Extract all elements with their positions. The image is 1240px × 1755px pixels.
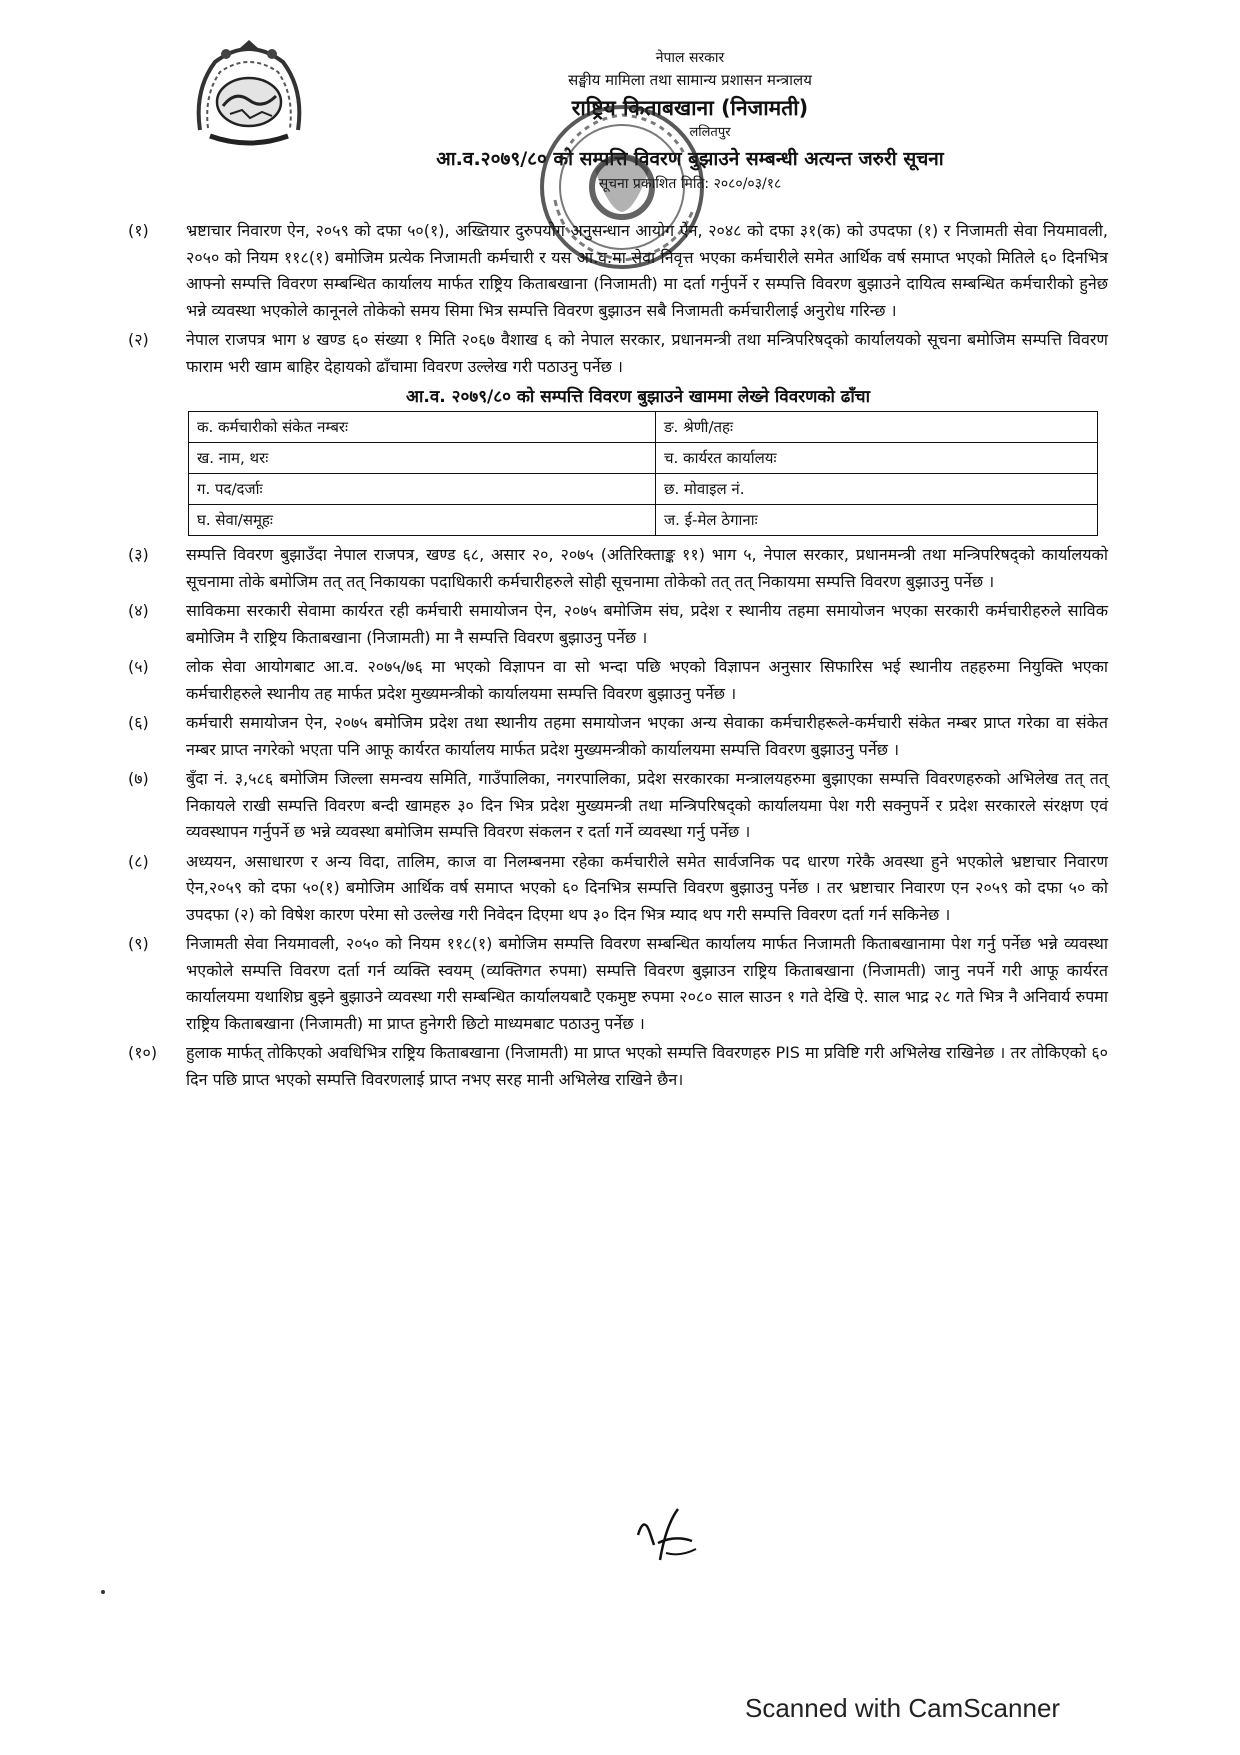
paragraph-1: (१) भ्रष्टाचार निवारण ऐन, २०५९ को दफा ५०(१), अख्तियार दुरुपयोग अनुसन्धान आयोग ऐन, २०४८ को दफा ३१(क) को उपदफा (१) र निजामती सेवा नियमावली, २०५० को नियम ११८(१) बमोजिम प्रत्येक निजामती कर्मचारी र यस आ.व.मा सेवा निवृत्त भएका कर्मचारीले समेत आर्थिक वर्ष समाप्त भएको मितिले ६० दिनभित्र आफ्नो सम्पत्ति विवरण सम्बन्धित कार्यालय मार्फत राष्ट्रिय किताबखाना (निजामती) मा दर्ता गर्नुपर्ने र सम्पत्ति विवरण बुझाउने दायित्व सम्बन्धित कर्मचारीको हुनेछ भन्ने व्यवस्था भएकोले कानूनले तोकेको समय सिमा भित्र सम्पत्ति विवरण बुझाउन सबै निजामती कर्मचारीलाई अनुरोध गरिन्छ । bbox=[128, 221, 1108, 320]
table-cell: ख. नाम, थरः bbox=[189, 443, 656, 474]
paragraph-2: (२) नेपाल राजपत्र भाग ४ खण्ड ६० संख्या १ मिति २०६७ वैशाख ६ को नेपाल सरकार, प्रधानमन्त्री तथा मन्त्रिपरिषद्को कार्यालयको सूचना बमोजिम सम्पत्ति विवरण फाराम भरी खाम बाहिर देहायको ढाँचामा विवरण उल्लेख गरी पठाउनु पर्नेछ । bbox=[128, 330, 1108, 376]
table-row bbox=[189, 412, 1098, 443]
table-row bbox=[189, 505, 1098, 536]
notice-body bbox=[128, 218, 1108, 1096]
ministry-name: सङ्घीय मामिला तथा सामान्य प्रशासन मन्त्रालय bbox=[568, 71, 812, 89]
paragraph-4: (४) साविकमा सरकारी सेवामा कार्यरत रही कर्मचारी समायोजन ऐन, २०७५ बमोजिम संघ, प्रदेश र स्थानीय तहमा समायोजन भएका सरकारी कर्मचारीहरुले साविक बमोजिम नै राष्ट्रिय किताबखाना (निजामती) मा नै सम्पत्ति विवरण बुझाउनु पर्नेछ । bbox=[128, 601, 1108, 647]
notice-date: सूचना प्रकाशित मिति: २०८०/०३/१८ bbox=[598, 176, 782, 192]
paragraph-9: (९) निजामती सेवा नियमावली, २०५० को नियम ११८(१) बमोजिम सम्पत्ति विवरण सम्बन्धित कार्यालय मार्फत निजामती किताबखानामा पेश गर्नु पर्नेछ भन्ने व्यवस्था भएकोले सम्पत्ति विवरण दर्ता गर्न व्यक्ति स्वयम् (व्यक्तिगत रुपमा) सम्पत्ति विवरण बुझाउन राष्ट्रिय किताबखाना (निजामती) जानु नपर्ने गरी आफू कार्यरत कार्यालयमा यथाशिघ्र बुझ्ने बुझाउने व्यवस्था गरी सम्बन्धित कार्यालयबाटै एकमुष्ट रुपमा २०८० साल साउन १ गते देखि ऐ. साल भाद्र २८ गते भित्र नै अनिवार्य रुपमा राष्ट्रिय किताबखाना (निजामती) मा प्राप्त हुनेगरी छिटो माध्यमबाट पठाउनु पर्नेछ । bbox=[128, 934, 1108, 1033]
table-cell: छ. मोवाइल नं. bbox=[656, 474, 1098, 505]
office-location: ललितपुर bbox=[689, 125, 731, 140]
table-cell: ज. ई-मेल ठेगानाः bbox=[656, 505, 1098, 536]
paragraph-8: (८) अध्ययन, असाधारण र अन्य विदा, तालिम, काज वा निलम्बनमा रहेका कर्मचारीले समेत सार्वजनिक पद धारण गरेकै अवस्था हुने भएकोले भ्रष्टाचार निवारण ऐन,२०५९ को दफा ५०(१) बमोजिम आर्थिक वर्ष समाप्त भएको ६० दिनभित्र सम्पत्ति विवरण बुझाउनु पर्नेछ । तर भ्रष्टाचार निवारण एन २०५९ को दफा ५० को उपदफा (२) को विषेश कारण परेमा सो उल्लेख गरी निवेदन दिएमा थप ३० दिन भित्र म्याद थप गरी सम्पत्ति विवरण दर्ता गर्न सकिनेछ । bbox=[128, 851, 1108, 924]
paragraph-7: (७) बुँदा नं. ३,५८६ बमोजिम जिल्ला समन्वय समिति, गाउँपालिका, नगरपालिका, प्रदेश सरकारका मन्त्रालयहरुमा बुझाएका सम्पत्ति विवरणहरुको अभिलेख तत् तत् निकायले राखी सम्पत्ति विवरण बन्दी खामहरु ३० दिन भित्र प्रदेश मुख्यमन्त्री तथा मन्त्रिपरिषद्को कार्यालयमा पेश गरी सक्नुपर्ने र प्रदेश सरकारले संरक्षण एवं व्यवस्थापन गर्नुपर्ने छ भन्ने व्यवस्था बमोजिम सम्पत्ति विवरण संकलन र दर्ता गर्ने व्यवस्था गर्नु पर्नेछ । bbox=[128, 769, 1108, 841]
table-cell: ङ. श्रेणी/तहः bbox=[656, 412, 1098, 443]
table-row bbox=[189, 443, 1098, 474]
scan-speck bbox=[101, 1590, 105, 1594]
table-cell: क. कर्मचारीको संकेत नम्बरः bbox=[189, 412, 656, 443]
paragraph-3: (३) सम्पत्ति विवरण बुझाउँदा नेपाल राजपत्र, खण्ड ६८, असार २०, २०७५ (अतिरिक्ताङ्क ११) भाग ५, नेपाल सरकार, प्रधानमन्त्री तथा मन्त्रिपरिषद्को कार्यालयको सूचनामा तोके बमोजिम तत् तत् निकायका पदाधिकारी कर्मचारीहरुले सोही सूचनामा तोकेको तत् तत् निकायमा सम्पत्ति विवरण बुझाउनु पर्नेछ । bbox=[128, 545, 1108, 591]
paragraph-6: (६) कर्मचारी समायोजन ऐन, २०७५ बमोजिम प्रदेश तथा स्थानीय तहमा समायोजन भएका अन्य सेवाका कर्मचारीहरूले-कर्मचारी संकेत नम्बर प्राप्त गरेका वा संकेत नम्बर प्राप्त नगरेको भएता पनि आफू कार्यरत कार्यालय मार्फत प्रदेश मुख्यमन्त्रीको कार्यालयमा सम्पत्ति विवरण बुझाउनु पर्नेछ । bbox=[128, 713, 1108, 759]
table-cell: च. कार्यरत कार्यालयः bbox=[656, 443, 1098, 474]
signature-icon bbox=[630, 1505, 700, 1565]
office-name: राष्ट्रिय किताबखाना (निजामती) bbox=[571, 96, 809, 120]
table-cell: घ. सेवा/समूहः bbox=[189, 505, 656, 536]
scanner-watermark: Scanned with CamScanner bbox=[745, 1693, 1061, 1723]
paragraph-10: (१०) हुलाक मार्फत् तोकिएको अवधिभित्र राष्ट्रिय किताबखाना (निजामती) मा प्राप्त भएको सम्पत्ति विवरणहरु PIS मा प्रविष्टि गरी अभिलेख राखिनेछ । तर तोकिएको ६० दिन पछि प्राप्त भएको सम्पत्ति विवरणलाई प्राप्त नभए सरह मानी अभिलेख राखिने छैन। bbox=[128, 1043, 1108, 1089]
envelope-table-title: आ.व. २०७९/८० को सम्पत्ति विवरण बुझाउने खाममा लेख्ने विवरणको ढाँचा bbox=[406, 387, 870, 407]
envelope-format-table bbox=[188, 411, 1098, 536]
government-name: नेपाल सरकार bbox=[655, 50, 725, 66]
paragraph-5: (५) लोक सेवा आयोगबाट आ.व. २०७५/७६ मा भएको विज्ञापन वा सो भन्दा पछि भएको विज्ञापन अनुसार सिफारिस भई स्थानीय तहहरुमा नियुक्ति भएका कर्मचारीहरुले स्थानीय तह मार्फत प्रदेश मुख्यमन्त्रीको कार्यालयमा सम्पत्ति विवरण बुझाउनु पर्नेछ । bbox=[128, 657, 1109, 703]
nepal-emblem-icon bbox=[190, 40, 308, 148]
table-cell: ग. पद/दर्जाः bbox=[189, 474, 656, 505]
notice-title: आ.व.२०७९/८० को सम्पत्ति विवरण बुझाउने सम्बन्धी अत्यन्त जरुरी सूचना bbox=[436, 148, 944, 170]
table-row bbox=[189, 474, 1098, 505]
